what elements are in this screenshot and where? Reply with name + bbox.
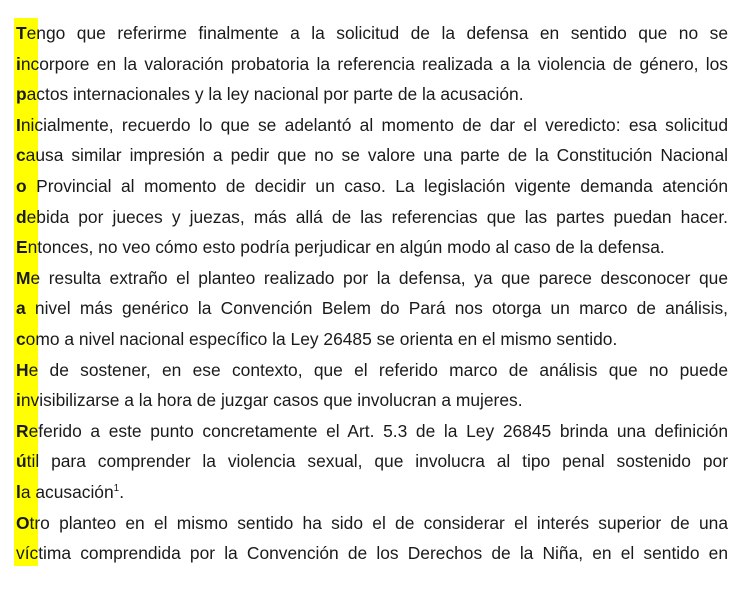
acrostic-letter: p: [16, 84, 27, 105]
text-line: [16, 18, 728, 49]
text-line: [16, 385, 728, 416]
acrostic-letter: H: [16, 359, 29, 380]
text-line: [16, 263, 728, 294]
text-line: [16, 202, 728, 233]
line-text: ausa similar impresión a pedir que no se valore una parte de la Constitución Nacional: [25, 145, 728, 166]
acrostic-letter: M: [16, 267, 31, 288]
text-line: [16, 232, 728, 263]
acrostic-letter: c: [16, 145, 26, 166]
line-text: nvisibilizarse a la hora de juzgar casos que involucran a mujeres.: [20, 390, 523, 411]
line-text: omo a nivel nacional específico la Ley 26485 se orienta en el mismo sentido.: [25, 328, 618, 349]
line-text: ebida por jueces y juezas, más allá de las referencias que las partes puedan hacer.: [26, 206, 728, 227]
acrostic-letter: T: [16, 23, 27, 43]
acrostic-letter: o: [16, 175, 27, 196]
line-text: eferido a este punto concretamente el Art. 5.3 de la Ley 26845 brinda una definición: [28, 420, 728, 441]
line-text: actos internacionales y la ley nacional por parte de la acusación.: [26, 84, 524, 105]
acrostic-letter: a: [16, 298, 26, 319]
line-text-end: .: [119, 481, 125, 502]
line-text: víctima comprendida por la Convención de los Derechos de la Niña, en el sentido en: [16, 543, 728, 564]
line-text: engo que referirme finalmente a la solicitud de la defensa en sentido que no se: [26, 23, 728, 43]
line-text: e resulta extraño el planteo realizado por la defensa, ya que parece desconocer que: [30, 267, 728, 288]
text-line: [16, 538, 728, 569]
acrostic-letter: I: [16, 114, 21, 135]
text-line: [16, 416, 728, 447]
acrostic-letter: i: [16, 53, 21, 74]
line-text: e de sostener, en ese contexto, que el referido marco de análisis que no puede: [28, 359, 728, 380]
line-text: nicialmente, recuerdo lo que se adelantó al momento de dar el veredicto: esa solicitud: [20, 114, 728, 135]
text-line: [16, 477, 728, 508]
line-text: Provincial al momento de decidir un caso. La legislación vigente demanda atención: [26, 175, 728, 196]
text-line: [16, 355, 728, 386]
line-text: ntonces, no veo cómo esto podría perjudicar en algún modo al caso de la defensa.: [27, 237, 665, 258]
acrostic-letter: c: [16, 328, 26, 349]
line-text: til para comprender la violencia sexual, que involucra al tipo penal sostenido por: [26, 451, 728, 472]
acrostic-letter: i: [16, 390, 21, 411]
line-text: nivel más genérico la Convención Belem do Pará nos otorga un marco de análisis,: [25, 298, 728, 319]
footnote-marker[interactable]: 1: [113, 483, 120, 495]
line-text: a acusación: [20, 481, 114, 502]
text-line: [16, 508, 728, 539]
acrostic-letter: R: [16, 420, 29, 441]
line-text: tro planteo en el mismo sentido ha sido el de considerar el interés superior de una: [29, 512, 728, 533]
acrostic-letter: d: [16, 206, 27, 227]
document-body: [16, 18, 728, 569]
text-line: [16, 79, 728, 110]
acrostic-letter: ú: [16, 451, 27, 472]
line-text: ncorpore en la valoración probatoria la referencia realizada a la violencia de género, los: [20, 53, 728, 74]
text-line: [16, 293, 728, 324]
acrostic-letter: E: [16, 237, 28, 258]
acrostic-letter: l: [16, 481, 21, 502]
text-line: [16, 140, 728, 171]
text-line: [16, 171, 728, 202]
text-line: [16, 446, 728, 477]
text-line: [16, 110, 728, 141]
text-line: [16, 49, 728, 80]
text-line: [16, 324, 728, 355]
acrostic-letter: O: [16, 512, 30, 533]
